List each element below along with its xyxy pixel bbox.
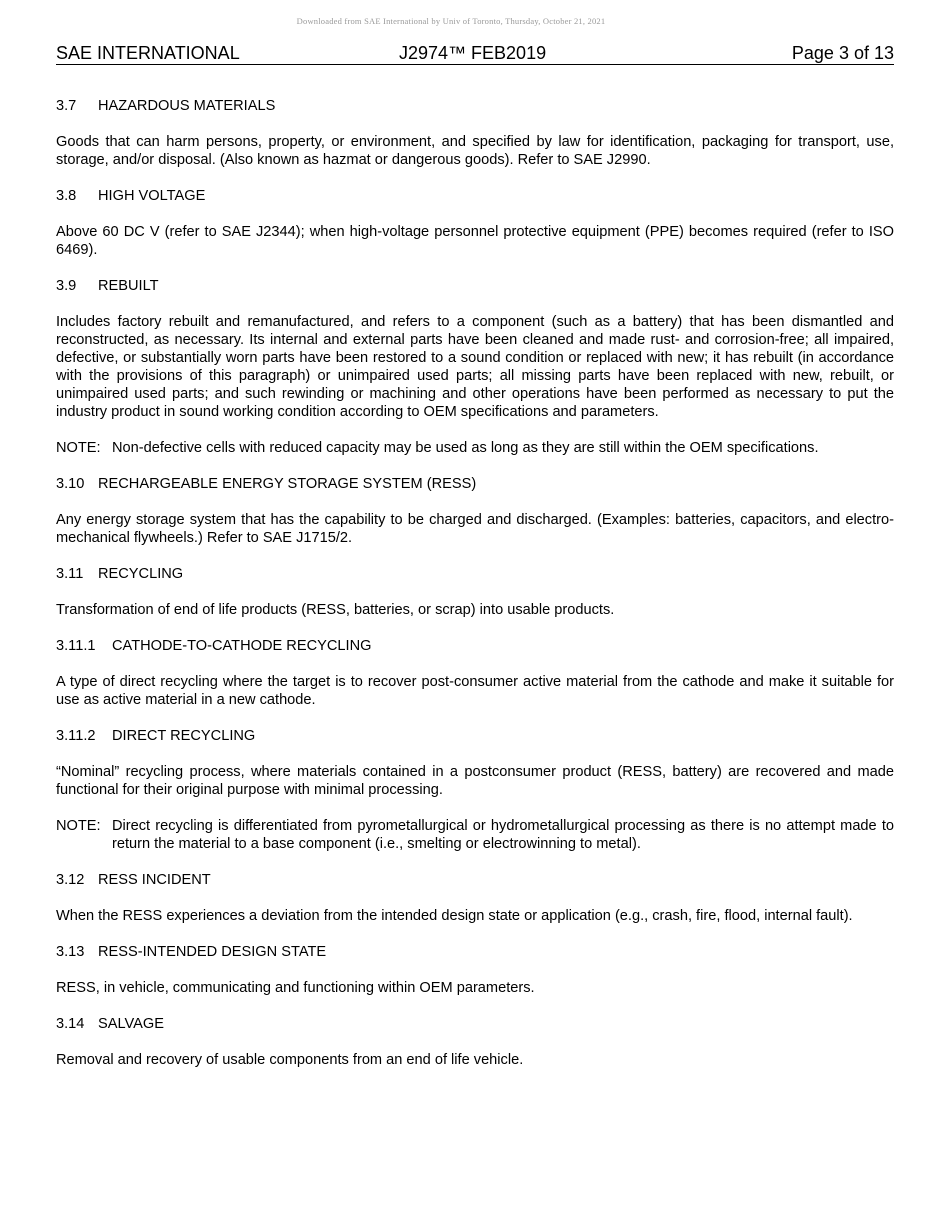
- note-label: NOTE:: [56, 818, 101, 834]
- section-title: DIRECT RECYCLING: [112, 728, 256, 744]
- section-title: RECHARGEABLE ENERGY STORAGE SYSTEM (RESS): [98, 476, 477, 492]
- section-title: CATHODE-TO-CATHODE RECYCLING: [112, 638, 372, 654]
- section-number: 3.14: [56, 1016, 85, 1032]
- section-heading-3-12: [56, 871, 894, 889]
- section-number: 3.8: [56, 188, 77, 204]
- note-text: Non-defective cells with reduced capacity may be used as long as they are still within the OEM specifications.: [112, 440, 819, 456]
- section-heading-3-13: [56, 943, 894, 961]
- section-number: 3.13: [56, 944, 85, 960]
- section-body-3-11-1: A type of direct recycling where the target is to recover post-consumer active material from the cathode and make it suitable for use as active material in a new cathode.: [56, 674, 894, 708]
- section-heading-3-11-2: [56, 727, 894, 745]
- section-title: SALVAGE: [98, 1016, 164, 1032]
- section-number: 3.12: [56, 872, 85, 888]
- note-text: Direct recycling is differentiated from pyrometallurgical or hydrometallurgical processing as there is no attempt made to return the material to a base component (i.e., smelting or electrowinning to metal).: [112, 818, 894, 852]
- note-3-11-2: [56, 817, 894, 853]
- header-doc-id: J2974™ FEB2019: [399, 43, 547, 63]
- section-number: 3.11.2: [56, 728, 96, 744]
- section-heading-3-11-1: [56, 637, 894, 655]
- section-number: 3.11.1: [56, 638, 96, 654]
- header-page-number: Page 3 of 13: [791, 43, 894, 63]
- section-heading-3-11: [56, 565, 894, 583]
- section-body-3-8: Above 60 DC V (refer to SAE J2344); when high-voltage personnel protective equipment (PPE) becomes required (refer to ISO 6469).: [56, 224, 894, 258]
- section-body-3-11-2: “Nominal” recycling process, where materials contained in a postconsumer product (RESS, battery) are recovered and made functional for their original purpose with minimal processing.: [56, 764, 894, 798]
- section-heading-3-10: [56, 475, 894, 493]
- section-body-3-7: Goods that can harm persons, property, or environment, and specified by law for identification, packaging for transport, use, storage, and/or disposal. (Also known as hazmat or dangerous goods). Refer to SAE J2990.: [56, 134, 894, 168]
- section-heading-3-8: [56, 187, 894, 205]
- section-title: RESS INCIDENT: [98, 872, 211, 888]
- section-body-3-9: Includes factory rebuilt and remanufactured, and refers to a component (such as a battery) that has been dismantled and reconstructed, as necessary. Its internal and external parts have been cleaned and made rust- and corrosion-free; all impaired, defective, or substantially worn parts have been restored to a sound condition or replaced with new; it has rebuilt (in accordance with the provisions of this paragraph) or unimpaired used parts; all missing parts have been replaced with new, rebuilt, or unimpaired used parts; and such rewinding or machining and other operations have been performed as necessary to put the industry product in sound working condition according to OEM specifications and parameters.: [56, 314, 894, 420]
- section-heading-3-14: [56, 1015, 894, 1033]
- section-heading-3-9: [56, 277, 894, 295]
- section-heading-3-7: [56, 97, 894, 115]
- header-org: SAE INTERNATIONAL: [56, 43, 240, 63]
- section-body-3-14: Removal and recovery of usable components from an end of life vehicle.: [56, 1052, 524, 1068]
- section-body-3-10: Any energy storage system that has the capability to be charged and discharged. (Examples: batteries, capacitors, and electro-mechanical flywheels.) Refer to SAE J1715/2.: [56, 512, 894, 546]
- section-number: 3.9: [56, 278, 77, 294]
- section-title: RECYCLING: [98, 566, 184, 582]
- section-title: HIGH VOLTAGE: [98, 188, 206, 204]
- document-body: [56, 97, 894, 1087]
- section-body-3-11: Transformation of end of life products (RESS, batteries, or scrap) into usable products.: [56, 602, 615, 618]
- page-header: [56, 43, 894, 65]
- section-number: 3.11: [56, 566, 84, 582]
- section-title: REBUILT: [98, 278, 159, 294]
- note-label: NOTE:: [56, 440, 101, 456]
- section-body-3-13: RESS, in vehicle, communicating and functioning within OEM parameters.: [56, 980, 535, 996]
- section-title: RESS-INTENDED DESIGN STATE: [98, 944, 327, 960]
- note-3-9: [56, 439, 894, 457]
- section-body-3-12: When the RESS experiences a deviation from the intended design state or application (e.g., crash, fire, flood, internal fault).: [56, 908, 853, 924]
- download-watermark: Downloaded from SAE International by Univ of Toronto, Thursday, October 21, 2021: [296, 16, 606, 26]
- section-number: 3.10: [56, 476, 85, 492]
- section-title: HAZARDOUS MATERIALS: [98, 98, 276, 114]
- section-number: 3.7: [56, 98, 77, 114]
